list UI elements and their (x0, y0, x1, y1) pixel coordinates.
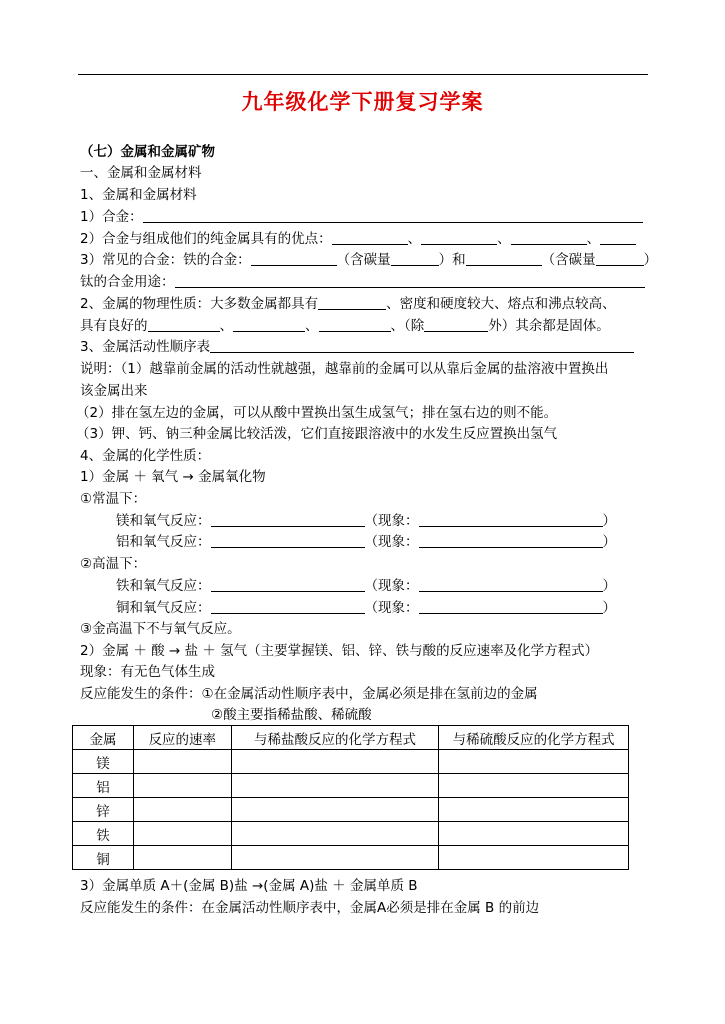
metal-oxygen-equation: 1）金属 ＋ 氧气 → 金属氧化物 (80, 469, 266, 485)
fe-oxygen-label: 铁和氧气反应： (116, 578, 211, 594)
table-row (73, 774, 629, 798)
al-equation-blank[interactable] (211, 533, 365, 548)
header-rate: 反应的速率 (133, 726, 231, 750)
metal-cell: 铁 (73, 822, 134, 846)
alloy-advantages-line: 2）合金与组成他们的纯金属具有的优点： 、 、 、 (80, 229, 636, 249)
gold-note: ③金高温下不与氧气反应。 (80, 621, 241, 637)
close-paren: ） (643, 252, 658, 268)
common-alloys-line (80, 250, 657, 270)
phenomenon-close: ） (602, 513, 616, 529)
table-row (73, 750, 629, 774)
phenomenon-open: （现象： (364, 578, 419, 594)
titanium-alloy-label: 钛的合金用途： (80, 274, 175, 290)
metal-cell: 铜 (73, 846, 134, 870)
displacement-condition: 反应能发生的条件：在金属活动性顺序表中，金属A必须是排在金属 B 的前边 (80, 900, 540, 916)
h2so4-cell[interactable] (439, 822, 629, 846)
high-temp-label: ②高温下： (80, 556, 147, 572)
and-label: ）和 (438, 252, 466, 268)
header-metal: 金属 (73, 726, 134, 750)
carbon-content-label-2: （含碳量 (541, 252, 596, 268)
activity-series-blank[interactable] (210, 338, 634, 353)
except-label: 、（除 (390, 318, 425, 334)
alloy-line (80, 207, 643, 227)
except-blank[interactable] (424, 317, 488, 332)
condition-2: ②酸主要指稀盐酸、稀硫酸 (211, 707, 372, 723)
hcl-cell[interactable] (231, 750, 439, 774)
phenomenon-close: ） (602, 534, 616, 550)
room-temp-label: ①常温下： (80, 491, 147, 507)
cu-equation-blank[interactable] (211, 599, 365, 614)
physical-properties-line-2: 具有良好的 、 、 、（除 外）其余都是固体。 (80, 318, 610, 334)
section-heading: （七）金属和金属矿物 (80, 144, 215, 160)
metal-acid-table (72, 725, 629, 870)
cu-phenomenon-blank[interactable] (419, 599, 603, 614)
physical-properties-rest: 、密度和硬度较大、熔点和沸点较高、 (386, 296, 616, 312)
h2so4-cell[interactable] (439, 846, 629, 870)
phenomenon-open: （现象： (364, 534, 419, 550)
advantage-blank-4[interactable] (600, 230, 636, 245)
titanium-alloy-line (80, 272, 645, 292)
displacement-equation: 3）金属单质 A＋(金属 B)盐 →(金属 A)盐 ＋ 金属单质 B (80, 878, 418, 894)
h2so4-cell[interactable] (439, 774, 629, 798)
iron-alloy-label: 3）常见的合金：铁的合金： (80, 252, 251, 268)
header-hcl: 与稀盐酸反应的化学方程式 (231, 726, 439, 750)
heading-metals-materials: 一、金属和金属材料 (80, 165, 202, 181)
hcl-cell[interactable] (231, 774, 439, 798)
good-property-blank-2[interactable] (233, 317, 305, 332)
carbon-blank-2[interactable] (596, 251, 644, 266)
reaction-row-mg (116, 511, 616, 531)
activity-series-label: 3、金属活动性顺序表 (80, 339, 211, 355)
reaction-row-cu (116, 598, 616, 618)
table-header-row (73, 726, 629, 750)
cu-oxygen-label: 铜和氧气反应： (116, 600, 211, 616)
good-property-blank-3[interactable] (319, 317, 391, 332)
alloy-advantages-label: 2）合金与组成他们的纯金属具有的优点： (80, 231, 332, 247)
note-2: （2）排在氢左边的金属，可以从酸中置换出氢生成氢气；排在氢右边的则不能。 (76, 405, 558, 421)
rate-cell[interactable] (133, 822, 231, 846)
note-1-cont: 该金属出来 (80, 383, 148, 399)
table-row (73, 822, 629, 846)
mg-equation-blank[interactable] (211, 512, 365, 527)
phenomenon-close: ） (602, 578, 616, 594)
fe-equation-blank[interactable] (211, 577, 365, 592)
phenomenon-gas: 现象：有无色气体生成 (80, 664, 215, 680)
mg-oxygen-label: 镁和氧气反应： (116, 513, 211, 529)
rate-cell[interactable] (133, 846, 231, 870)
subheading-metals-materials: 1、金属和金属材料 (80, 187, 197, 203)
hcl-cell[interactable] (231, 846, 439, 870)
physical-blank-1[interactable] (318, 295, 386, 310)
metal-cell: 铝 (73, 774, 134, 798)
reaction-row-al (116, 532, 616, 552)
table-row (73, 798, 629, 822)
header-rule (78, 74, 648, 75)
condition-1: 反应能发生的条件：①在金属活动性顺序表中，金属必须是排在氢前边的金属 (80, 686, 538, 702)
h2so4-cell[interactable] (439, 798, 629, 822)
good-property-blank-1[interactable] (148, 317, 220, 332)
metal-cell: 锌 (73, 798, 134, 822)
al-phenomenon-blank[interactable] (419, 533, 603, 548)
iron-alloy-blank-2[interactable] (466, 251, 542, 266)
advantage-blank-1[interactable] (332, 230, 408, 245)
physical-properties-line (80, 294, 616, 314)
solid-label: 外）其余都是固体。 (488, 318, 610, 334)
hcl-cell[interactable] (231, 798, 439, 822)
al-oxygen-label: 铝和氧气反应： (116, 534, 211, 550)
note-3: （3）钾、钙、钠三种金属比较活泼，它们直接跟溶液中的水发生反应置换出氢气 (76, 426, 558, 442)
rate-cell[interactable] (133, 798, 231, 822)
activity-series-line (80, 337, 634, 357)
titanium-alloy-blank[interactable] (175, 273, 645, 288)
header-h2so4: 与稀硫酸反应的化学方程式 (439, 726, 629, 750)
mg-phenomenon-blank[interactable] (419, 512, 603, 527)
carbon-blank-1[interactable] (391, 251, 439, 266)
good-properties-label: 具有良好的 (80, 318, 148, 334)
phenomenon-open: （现象： (364, 513, 419, 529)
rate-cell[interactable] (133, 750, 231, 774)
hcl-cell[interactable] (231, 822, 439, 846)
chemical-properties-heading: 4、金属的化学性质： (80, 448, 211, 464)
h2so4-cell[interactable] (439, 750, 629, 774)
metal-cell: 镁 (73, 750, 134, 774)
note-1: 说明：（1）越靠前金属的活动性就越强，越靠前的金属可以从靠后金属的盐溶液中置换出 (80, 361, 609, 377)
physical-properties-label: 2、金属的物理性质：大多数金属都具有 (80, 296, 319, 312)
phenomenon-close: ） (602, 600, 616, 616)
metal-acid-equation: 2）金属 ＋ 酸 → 盐 ＋ 氢气（主要掌握镁、铝、锌、铁与酸的反应速率及化学方程式） (80, 643, 599, 659)
rate-cell[interactable] (133, 774, 231, 798)
phenomenon-open: （现象： (364, 600, 419, 616)
reaction-row-fe (116, 576, 616, 596)
fe-phenomenon-blank[interactable] (419, 577, 603, 592)
carbon-content-label-1: （含碳量 (336, 252, 391, 268)
advantage-blank-3[interactable] (511, 230, 587, 245)
advantage-blank-2[interactable] (421, 230, 497, 245)
page-title: 九年级化学下册复习学案 (241, 90, 484, 114)
table-row (73, 846, 629, 870)
alloy-blank[interactable] (143, 208, 643, 223)
alloy-label: 1）合金： (80, 209, 143, 225)
iron-alloy-blank-1[interactable] (251, 251, 337, 266)
